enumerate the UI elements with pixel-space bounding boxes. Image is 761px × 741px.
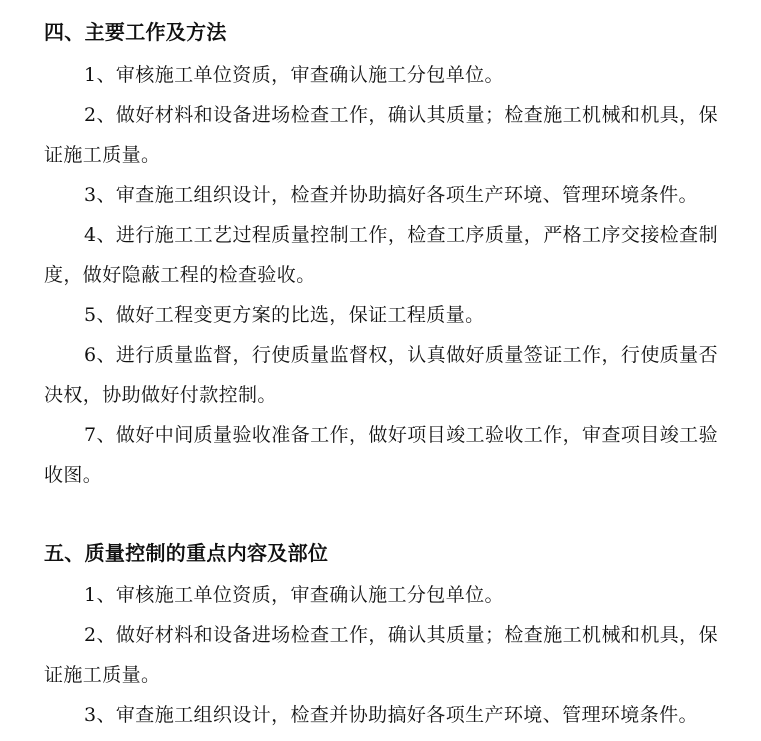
section-4-item-3: 3、审查施工组织设计，检查并协助搞好各项生产环境、管理环境条件。 — [84, 184, 698, 206]
section-4-heading: 四、主要工作及方法 — [44, 20, 227, 44]
section-5-item-1: 1、审核施工单位资质，审查确认施工分包单位。 — [84, 584, 504, 606]
section-4-item-2: 2、做好材料和设备进场检查工作，确认其质量；检查施工机械和机具，保证施工质量。 — [44, 104, 718, 166]
section-4-item-6: 6、进行质量监督，行使质量监督权，认真做好质量签证工作，行使质量否决权，协助做好付款控制。 — [44, 344, 718, 406]
section-5-heading: 五、质量控制的重点内容及部位 — [44, 541, 329, 565]
section-4-item-1: 1、审核施工单位资质，审查确认施工分包单位。 — [84, 64, 504, 86]
section-5-item-2: 2、做好材料和设备进场检查工作，确认其质量；检查施工机械和机具，保证施工质量。 — [44, 624, 718, 686]
section-4-item-4: 4、进行施工工艺过程质量控制工作，检查工序质量，严格工序交接检查制度，做好隐蔽工程的检查验收。 — [44, 224, 718, 286]
section-4-item-7: 7、做好中间质量验收准备工作，做好项目竣工验收工作，审查项目竣工验收图。 — [44, 424, 718, 486]
section-5-item-3: 3、审查施工组织设计，检查并协助搞好各项生产环境、管理环境条件。 — [84, 704, 698, 726]
section-4-item-5: 5、做好工程变更方案的比选，保证工程质量。 — [84, 304, 485, 326]
